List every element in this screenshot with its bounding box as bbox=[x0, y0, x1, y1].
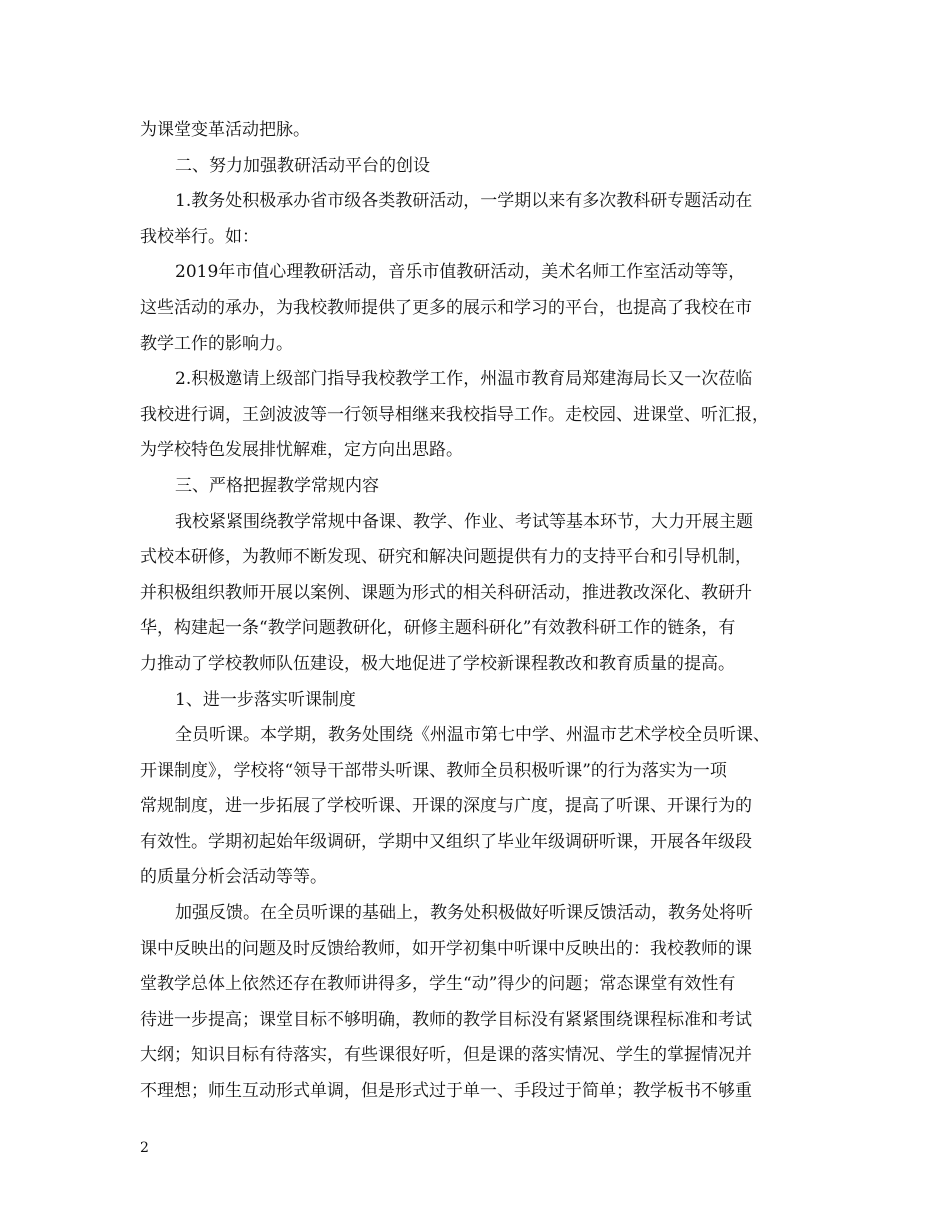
text-line: 三、严格把握教学常规内容 bbox=[175, 475, 379, 496]
text-line: 这些活动的承办，为我校教师提供了更多的展示和学习的平台，也提高了我校在市 bbox=[140, 297, 752, 318]
text-line: 堂教学总体上依然还存在教师讲得多，学生“动”得少的问题；常态课堂有效性有 bbox=[140, 974, 736, 995]
text-line: 我校进行调，王剑波波等一行领导相继来我校指导工作。走校园、进课堂、听汇报， bbox=[140, 404, 769, 425]
text-line: 常规制度，进一步拓展了学校听课、开课的深度与广度，提高了听课、开课行为的 bbox=[140, 796, 752, 817]
text-line: 我校紧紧围绕教学常规中备课、教学、作业、考试等基本环节，大力开展主题 bbox=[175, 511, 753, 532]
text-line: 2.积极邀请上级部门指导我校教学工作，州温市教育局郑建海局长又一次莅临 bbox=[175, 369, 753, 390]
text-line: 开课制度》，学校将“领导干部带头听课、教师全员积极听课”的行为落实为一项 bbox=[140, 760, 727, 781]
text-line: 教学工作的影响力。 bbox=[140, 333, 293, 354]
text-line: 加强反馈。在全员听课的基础上，教务处积极做好听课反馈活动，教务处将听 bbox=[175, 903, 753, 924]
text-line: 式校本研修，为教师不断发现、研究和解决问题提供有力的支持平台和引导机制， bbox=[140, 547, 752, 568]
text-line: 并积极组织教师开展以案例、课题为形式的相关科研活动，推进教改深化、教研升 bbox=[140, 582, 752, 603]
text-line: 华，构建起一条“教学问题教研化，研修主题科研化”有效教科研工作的链条，有 bbox=[140, 618, 736, 639]
text-line: 待进一步提高；课堂目标不够明确，教师的教学目标没有紧紧围绕课程标准和考试 bbox=[140, 1009, 752, 1030]
text-line: 课中反映出的问题及时反馈给教师，如开学初集中听课中反映出的：我校教师的课 bbox=[140, 938, 752, 959]
text-line: 为课堂变革活动把脉。 bbox=[140, 120, 310, 140]
page-number: 2 bbox=[140, 1140, 149, 1156]
text-line: 1、进一步落实听课制度 bbox=[175, 689, 356, 710]
text-line: 1.教务处积极承办省市级各类教研活动，一学期以来有多次教科研专题活动在 bbox=[175, 191, 753, 212]
text-line: 2019年市值心理教研活动，音乐市值教研活动，美术名师工作室活动等等， bbox=[175, 262, 746, 283]
text-line: 我校举行。如： bbox=[140, 226, 259, 247]
text-line: 二、努力加强教研活动平台的创设 bbox=[175, 155, 430, 176]
text-line: 的质量分析会活动等等。 bbox=[140, 867, 327, 888]
text-line: 力推动了学校教师队伍建设，极大地促进了学校新课程教改和教育质量的提高。 bbox=[140, 653, 735, 674]
text-line: 大纲；知识目标有待落实，有些课很好听，但是课的落实情况、学生的掌握情况并 bbox=[140, 1045, 752, 1066]
text-line: 为学校特色发展排忧解难，定方向出思路。 bbox=[140, 440, 463, 461]
text-line: 有效性。学期初起始年级调研，学期中又组织了毕业年级调研听课，开展各年级段 bbox=[140, 831, 752, 852]
text-line: 全员听课。本学期，教务处围绕《州温市第七中学、州温市艺术学校全员听课、 bbox=[175, 725, 770, 746]
text-line: 不理想；师生互动形式单调，但是形式过于单一、手段过于简单；教学板书不够重 bbox=[140, 1081, 752, 1102]
document-body bbox=[140, 113, 830, 1110]
